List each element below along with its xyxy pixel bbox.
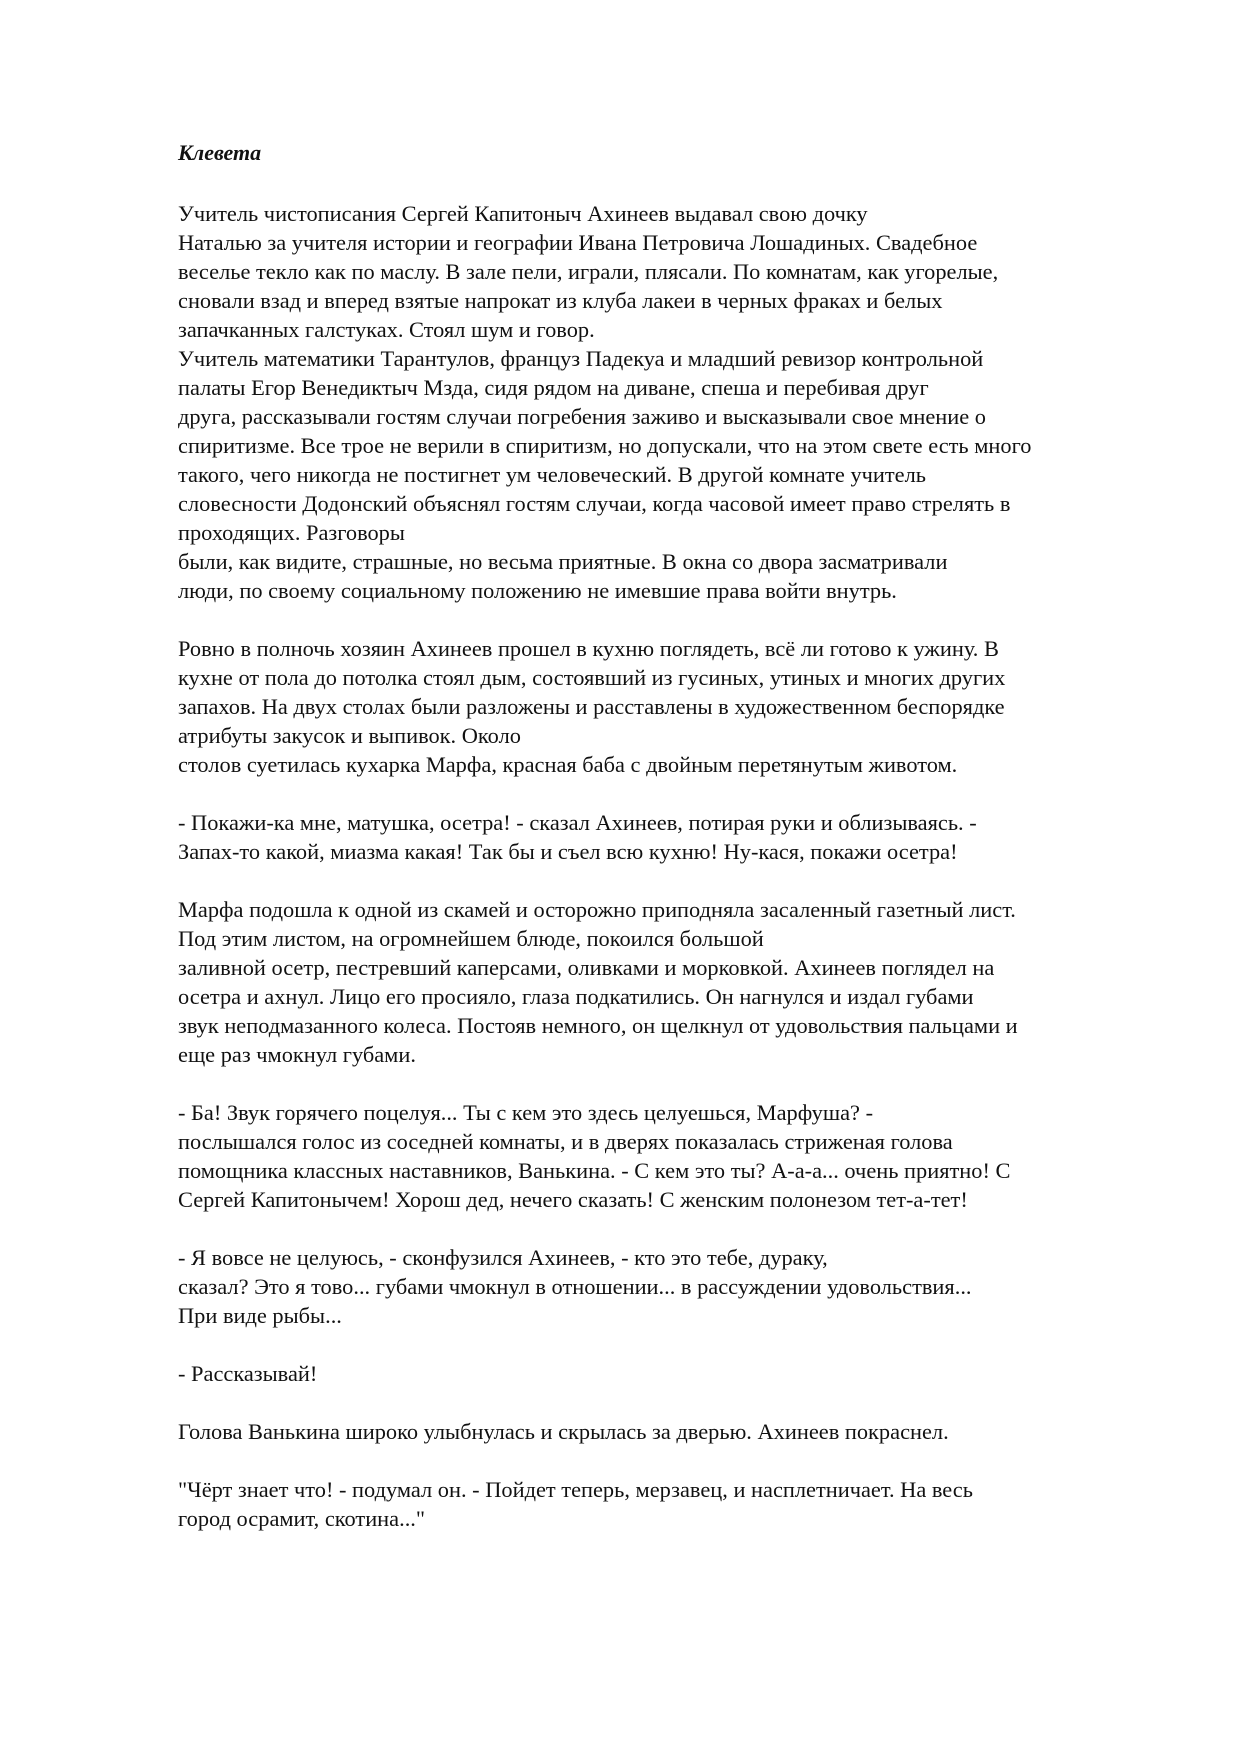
paragraph-gap [178, 1388, 1178, 1417]
text-line: - Ба! Звук горячего поцелуя... Ты с кем это здесь целуешься, Марфуша? - [178, 1100, 874, 1125]
text-line: город осрамит, скотина..." [178, 1506, 426, 1531]
text-line: Ровно в полночь хозяин Ахинеев прошел в кухню поглядеть, всё ли готово к ужину. В [178, 636, 999, 661]
text-line: кухне от пола до потолка стоял дым, состоявший из гусиных, утиных и многих других [178, 665, 1006, 690]
text-line: Под этим листом, на огромнейшем блюде, покоился большой [178, 926, 764, 951]
text-line: атрибуты закусок и выпивок. Около [178, 723, 521, 748]
text-line: сновали взад и вперед взятые напрокат из клуба лакеи в черных фраках и белых [178, 288, 943, 313]
text-line: запахов. На двух столах были разложены и расставлены в художественном беспорядке [178, 694, 1005, 719]
text-line: осетра и ахнул. Лицо его просияло, глаза подкатились. Он нагнулся и издал губами [178, 984, 974, 1009]
text-line: спиритизме. Все трое не верили в спиритизм, но допускали, что на этом свете есть много [178, 433, 1032, 458]
text-line: сказал? Это я тово... губами чмокнул в отношении... в рассуждении удовольствия... [178, 1274, 972, 1299]
text-line: Сергей Капитонычем! Хорош дед, нечего сказать! С женским полонезом тет-а-тет! [178, 1187, 968, 1212]
text-line: "Чёрт знает что! - подумал он. - Пойдет теперь, мерзавец, и насплетничает. На весь [178, 1477, 973, 1502]
text-line: звук неподмазанного колеса. Постояв немного, он щелкнул от удовольствия пальцами и [178, 1013, 1018, 1038]
text-line: были, как видите, страшные, но весьма приятные. В окна со двора засматривали [178, 549, 948, 574]
paragraph-gap [178, 779, 1178, 808]
paragraph-gap [178, 605, 1178, 634]
text-line: люди, по своему социальному положению не имевшие права войти внутрь. [178, 578, 897, 603]
text-line: послышался голос из соседней комнаты, и в дверях показалась стриженая голова [178, 1129, 953, 1154]
paragraph-gap [178, 1214, 1178, 1243]
text-line: Запах-то какой, миазма какая! Так бы и съел всю кухню! Ну-кася, покажи осетра! [178, 839, 958, 864]
paragraph-gap [178, 866, 1178, 895]
text-line: Голова Ванькина широко улыбнулась и скрылась за дверью. Ахинеев покраснел. [178, 1419, 949, 1444]
paragraph-gap [178, 1069, 1178, 1098]
text-line: Учитель чистописания Сергей Капитоныч Ахинеев выдавал свою дочку [178, 201, 868, 226]
text-line: - Рассказывай! [178, 1361, 318, 1386]
paragraph-gap [178, 1446, 1178, 1475]
text-line: словесности Додонский объяснял гостям случаи, когда часовой имеет право стрелять в [178, 491, 1011, 516]
story-title: Клевета [178, 140, 262, 165]
text-line: палаты Егор Венедиктыч Мзда, сидя рядом на диване, спеша и перебивая друг [178, 375, 929, 400]
text-line: Марфа подошла к одной из скамей и осторожно приподняла засаленный газетный лист. [178, 897, 1016, 922]
text-line: еще раз чмокнул губами. [178, 1042, 416, 1067]
text-line: помощника классных наставников, Ванькина. - С кем это ты? А-а-а... очень приятно! С [178, 1158, 1011, 1183]
text-line: заливной осетр, пестревший каперсами, оливками и морковкой. Ахинеев поглядел на [178, 955, 995, 980]
story-text [178, 199, 1178, 1533]
text-line: - Я вовсе не целуюсь, - сконфузился Ахинеев, - кто это тебе, дураку, [178, 1245, 828, 1270]
text-line: При виде рыбы... [178, 1303, 342, 1328]
text-line: Учитель математики Тарантулов, француз Падекуа и младший ревизор контрольной [178, 346, 984, 371]
text-line: проходящих. Разговоры [178, 520, 405, 545]
text-line: такого, чего никогда не постигнет ум человеческий. В другой комнате учитель [178, 462, 927, 487]
text-line: столов суетилась кухарка Марфа, красная баба с двойным перетянутым животом. [178, 752, 958, 777]
text-line: - Покажи-ка мне, матушка, осетра! - сказал Ахинеев, потирая руки и облизываясь. - [178, 810, 977, 835]
text-line: веселье текло как по маслу. В зале пели, играли, плясали. По комнатам, как угорелые, [178, 259, 999, 284]
paragraph-gap [178, 1330, 1178, 1359]
text-line: запачканных галстуках. Стоял шум и говор. [178, 317, 595, 342]
text-line: Наталью за учителя истории и географии Ивана Петровича Лошадиных. Свадебное [178, 230, 978, 255]
text-line: друга, рассказывали гостям случаи погребения заживо и высказывали свое мнение о [178, 404, 986, 429]
